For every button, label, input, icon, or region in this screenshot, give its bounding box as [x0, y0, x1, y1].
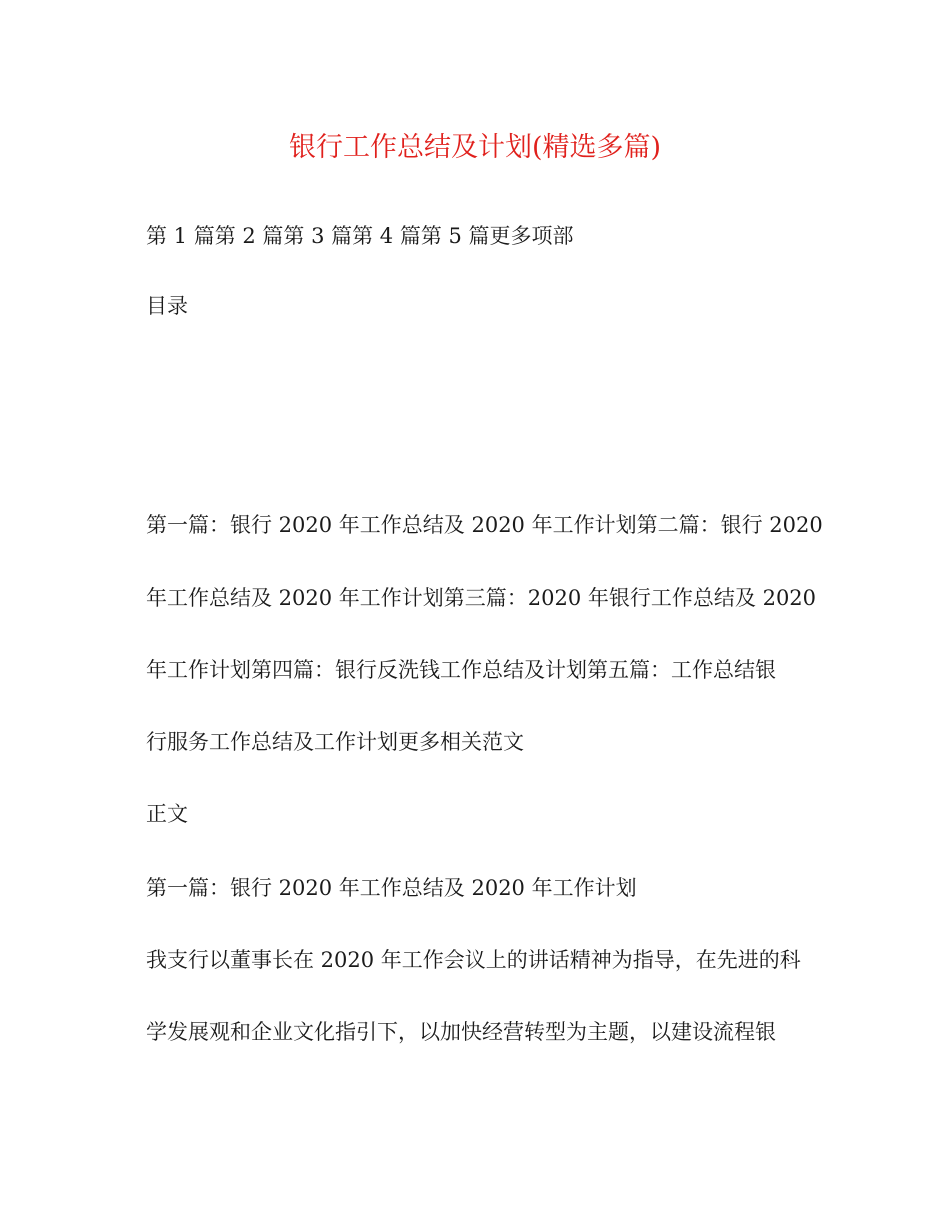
- body-paragraph-line: 学发展观和企业文化指引下，以加快经营转型为主题，以建设流程银: [146, 1020, 776, 1044]
- article-nav-line: 第 1 篇第 2 篇第 3 篇第 4 篇第 5 篇更多项部: [146, 224, 574, 248]
- document-title: 银行工作总结及计划(精选多篇): [288, 132, 662, 163]
- body-heading: 正文: [146, 802, 188, 826]
- toc-line: 行服务工作总结及工作计划更多相关范文: [146, 730, 524, 754]
- toc-line: 第一篇：银行 2020 年工作总结及 2020 年工作计划第二篇：银行 2020: [146, 513, 823, 537]
- toc-line: 年工作计划第四篇：银行反洗钱工作总结及计划第五篇：工作总结银: [146, 658, 776, 682]
- body-paragraph-line: 我支行以董事长在 2020 年工作会议上的讲话精神为指导，在先进的科: [146, 948, 801, 972]
- toc-line: 年工作总结及 2020 年工作计划第三篇：2020 年银行工作总结及 2020: [146, 586, 817, 610]
- toc-heading: 目录: [146, 294, 188, 318]
- section-title: 第一篇：银行 2020 年工作总结及 2020 年工作计划: [146, 876, 637, 900]
